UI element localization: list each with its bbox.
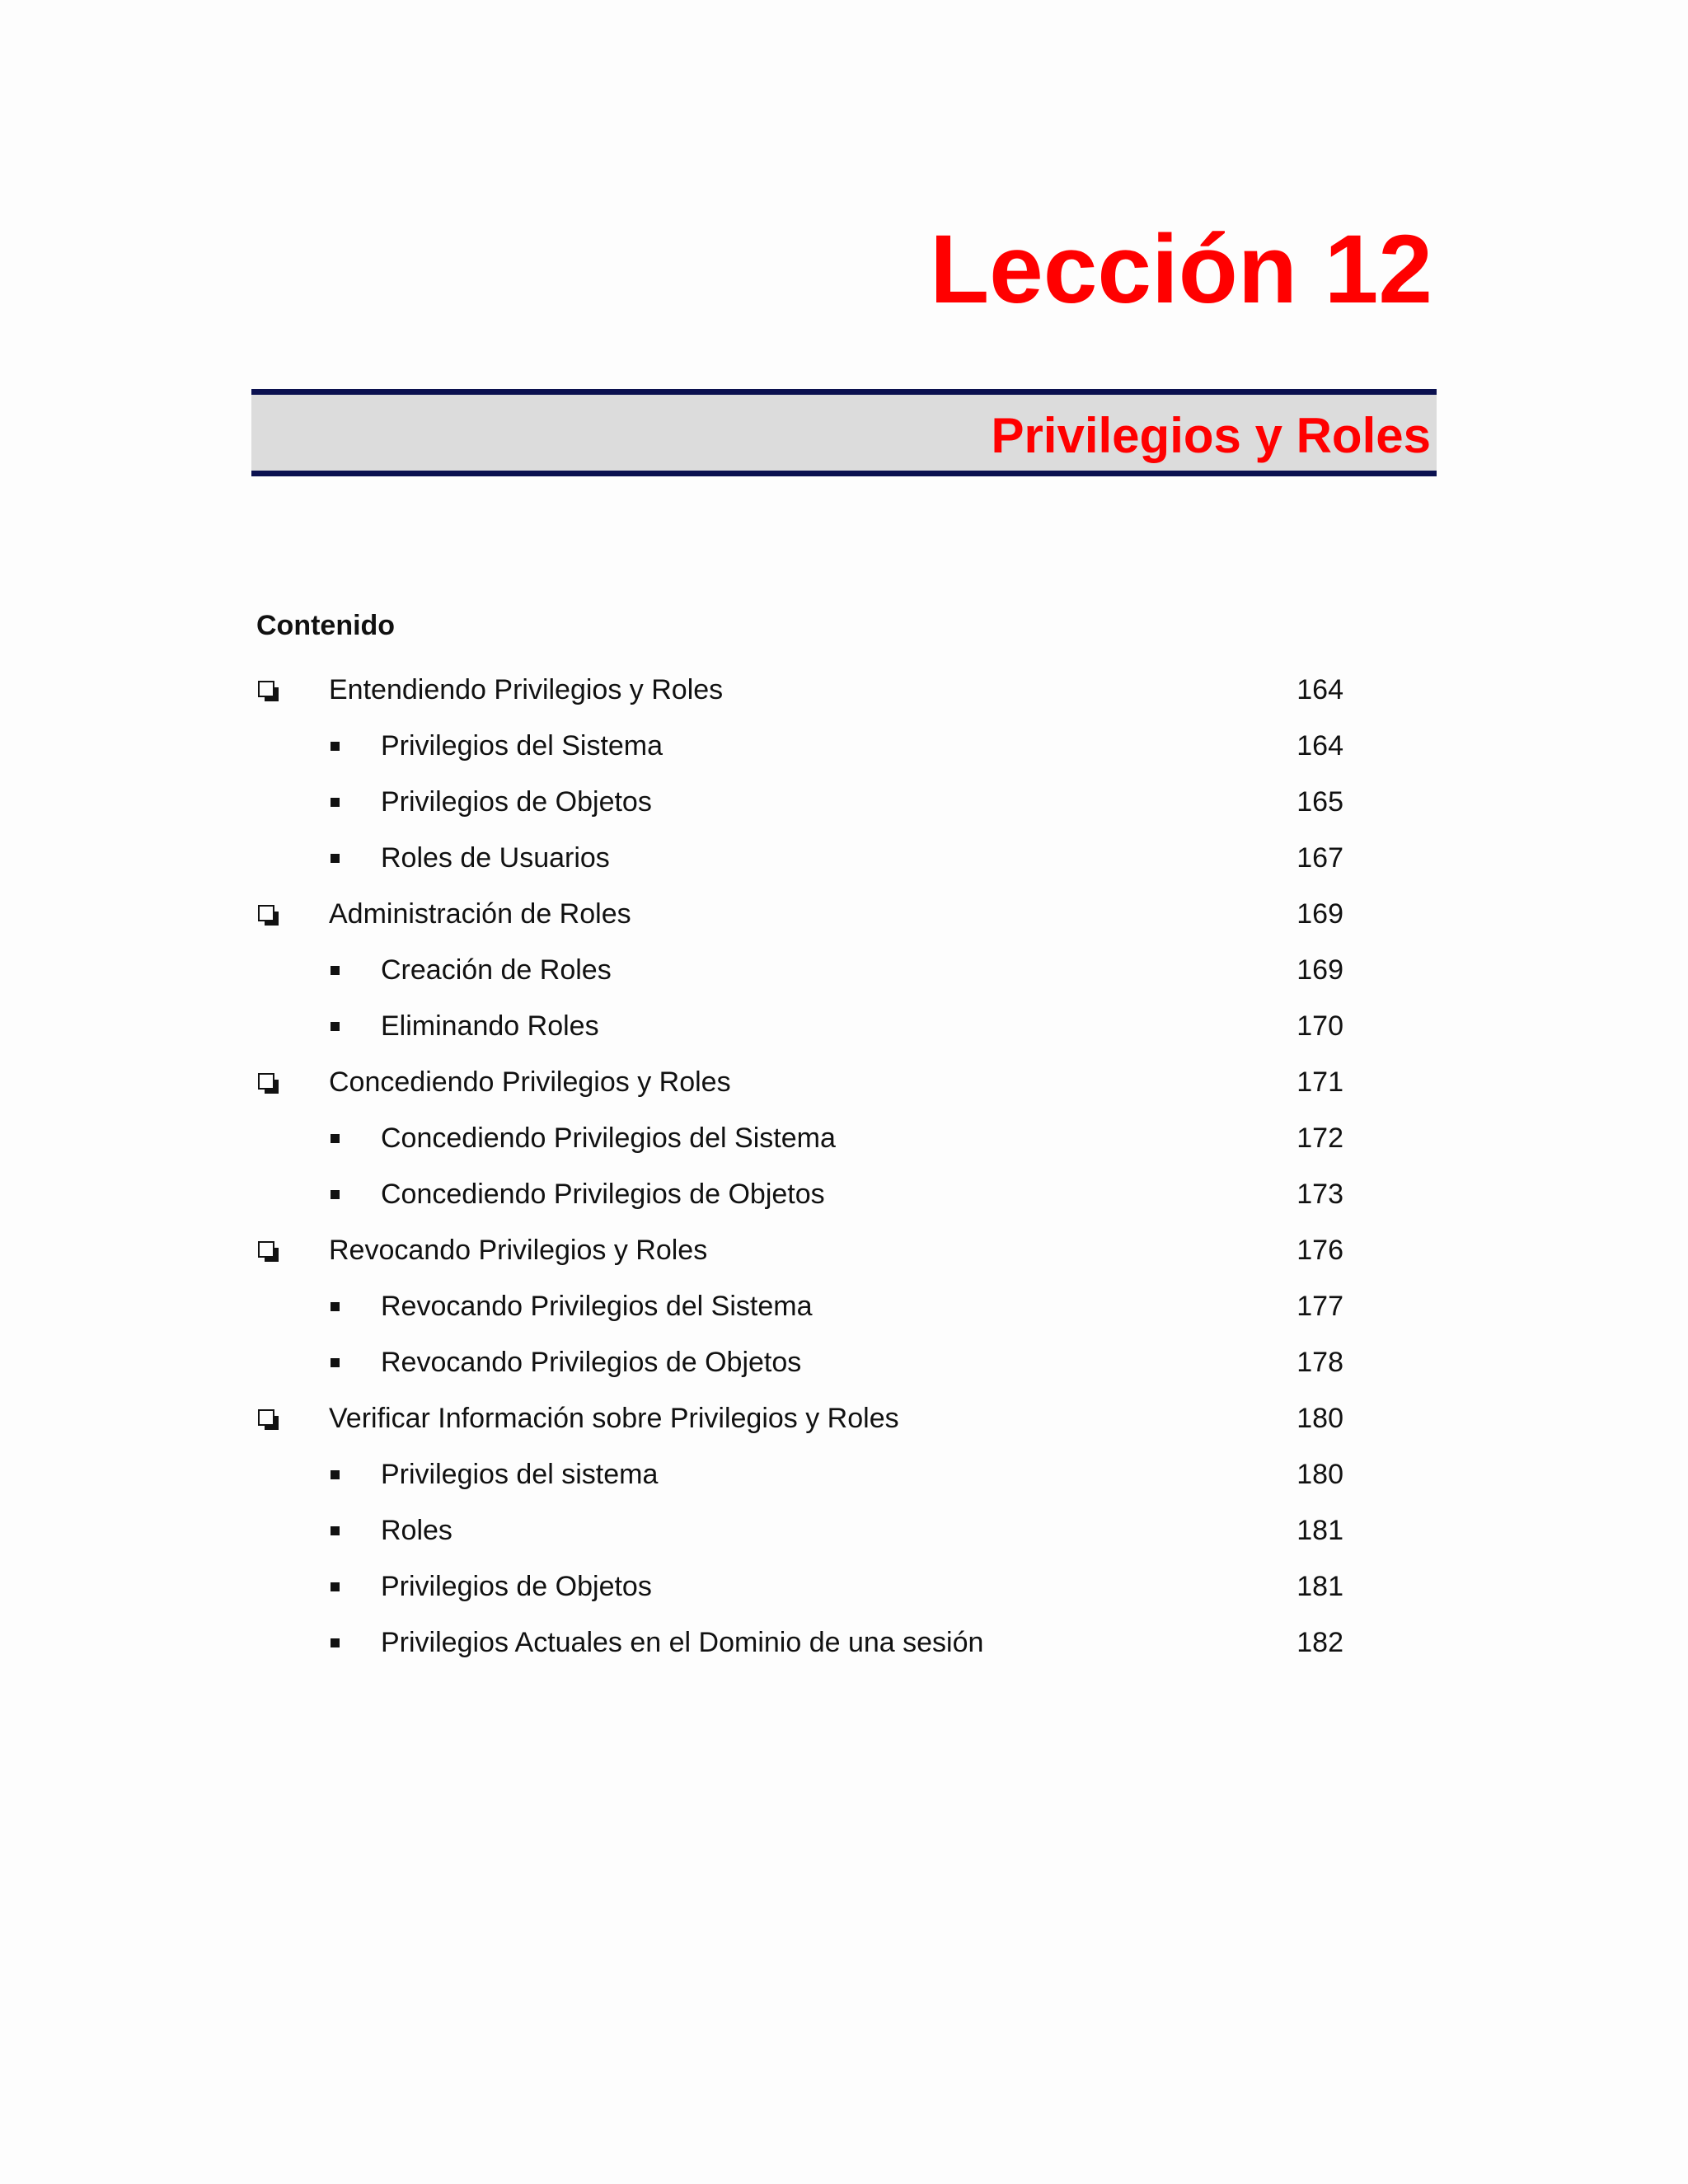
lesson-title: Lección 12 xyxy=(930,215,1432,324)
toc-section xyxy=(0,1065,1688,1106)
toc-entry-label: Revocando Privilegios del Sistema xyxy=(381,1291,813,1322)
filled-square-bullet-icon xyxy=(331,798,340,807)
toc-subsection xyxy=(0,1289,1688,1330)
toc-entry-label: Privilegios del Sistema xyxy=(381,730,663,762)
toc-entry-page-number: 170 xyxy=(1296,1010,1343,1042)
toc-subsection xyxy=(0,1009,1688,1050)
toc-subsection xyxy=(0,1457,1688,1498)
toc-entry-page-number: 178 xyxy=(1296,1347,1343,1378)
contents-heading: Contenido xyxy=(256,610,396,641)
filled-square-bullet-icon xyxy=(331,1302,340,1311)
toc-entry-page-number: 167 xyxy=(1296,842,1343,874)
toc-entry-page-number: 180 xyxy=(1296,1459,1343,1490)
toc-entry-label: Revocando Privilegios y Roles xyxy=(329,1235,708,1266)
toc-entry-label: Entendiendo Privilegios y Roles xyxy=(329,674,724,705)
toc-entry-label: Eliminando Roles xyxy=(381,1010,599,1042)
lesson-banner xyxy=(251,389,1437,476)
toc-subsection xyxy=(0,785,1688,826)
toc-entry-label: Administración de Roles xyxy=(329,898,631,930)
toc-subsection xyxy=(0,1513,1688,1554)
toc-entry-label: Creación de Roles xyxy=(381,954,612,986)
toc-entry-label: Roles xyxy=(381,1515,452,1546)
toc-entry-page-number: 181 xyxy=(1296,1571,1343,1602)
filled-square-bullet-icon xyxy=(331,1638,340,1647)
toc-entry-label: Concediendo Privilegios de Objetos xyxy=(381,1179,825,1210)
toc-entry-label: Revocando Privilegios de Objetos xyxy=(381,1347,802,1378)
toc-entry-page-number: 182 xyxy=(1296,1627,1343,1658)
hollow-square-bullet-icon xyxy=(258,905,274,921)
toc-section xyxy=(0,673,1688,714)
filled-square-bullet-icon xyxy=(331,1582,340,1591)
toc-subsection xyxy=(0,1625,1688,1666)
filled-square-bullet-icon xyxy=(331,742,340,751)
toc-entry-page-number: 171 xyxy=(1296,1066,1343,1098)
toc-entry-page-number: 165 xyxy=(1296,786,1343,818)
filled-square-bullet-icon xyxy=(331,966,340,975)
toc-entry-page-number: 181 xyxy=(1296,1515,1343,1546)
toc-subsection xyxy=(0,1345,1688,1386)
toc-subsection xyxy=(0,841,1688,882)
toc-entry-page-number: 164 xyxy=(1296,730,1343,762)
filled-square-bullet-icon xyxy=(331,1470,340,1479)
toc-entry-label: Concediendo Privilegios y Roles xyxy=(329,1066,731,1098)
hollow-square-bullet-icon xyxy=(258,1241,274,1258)
toc-section xyxy=(0,1233,1688,1274)
toc-entry-page-number: 173 xyxy=(1296,1179,1343,1210)
toc-entry-label: Privilegios Actuales en el Dominio de una sesión xyxy=(381,1627,984,1658)
toc-subsection xyxy=(0,1177,1688,1218)
hollow-square-bullet-icon xyxy=(258,1409,274,1426)
hollow-square-bullet-icon xyxy=(258,1073,274,1090)
toc-entry-page-number: 164 xyxy=(1296,674,1343,705)
toc-entry-label: Privilegios del sistema xyxy=(381,1459,659,1490)
toc-subsection xyxy=(0,729,1688,770)
toc-entry-page-number: 177 xyxy=(1296,1291,1343,1322)
toc-entry-page-number: 169 xyxy=(1296,898,1343,930)
toc-section xyxy=(0,897,1688,938)
toc-subsection xyxy=(0,1569,1688,1610)
toc-subsection xyxy=(0,953,1688,994)
toc-entry-label: Roles de Usuarios xyxy=(381,842,610,874)
filled-square-bullet-icon xyxy=(331,1358,340,1367)
toc-entry-page-number: 180 xyxy=(1296,1403,1343,1434)
hollow-square-bullet-icon xyxy=(258,681,274,697)
toc-entry-label: Verificar Información sobre Privilegios y Roles xyxy=(329,1403,899,1434)
filled-square-bullet-icon xyxy=(331,1190,340,1199)
filled-square-bullet-icon xyxy=(331,1526,340,1535)
toc-entry-label: Privilegios de Objetos xyxy=(381,1571,652,1602)
toc-entry-page-number: 176 xyxy=(1296,1235,1343,1266)
toc-entry-page-number: 169 xyxy=(1296,954,1343,986)
lesson-subtitle: Privilegios y Roles xyxy=(991,408,1431,463)
filled-square-bullet-icon xyxy=(331,1022,340,1031)
filled-square-bullet-icon xyxy=(331,1134,340,1143)
toc-entry-label: Privilegios de Objetos xyxy=(381,786,652,818)
filled-square-bullet-icon xyxy=(331,854,340,863)
toc-subsection xyxy=(0,1121,1688,1162)
toc-section xyxy=(0,1401,1688,1442)
toc-entry-page-number: 172 xyxy=(1296,1122,1343,1154)
toc-entry-label: Concediendo Privilegios del Sistema xyxy=(381,1122,836,1154)
